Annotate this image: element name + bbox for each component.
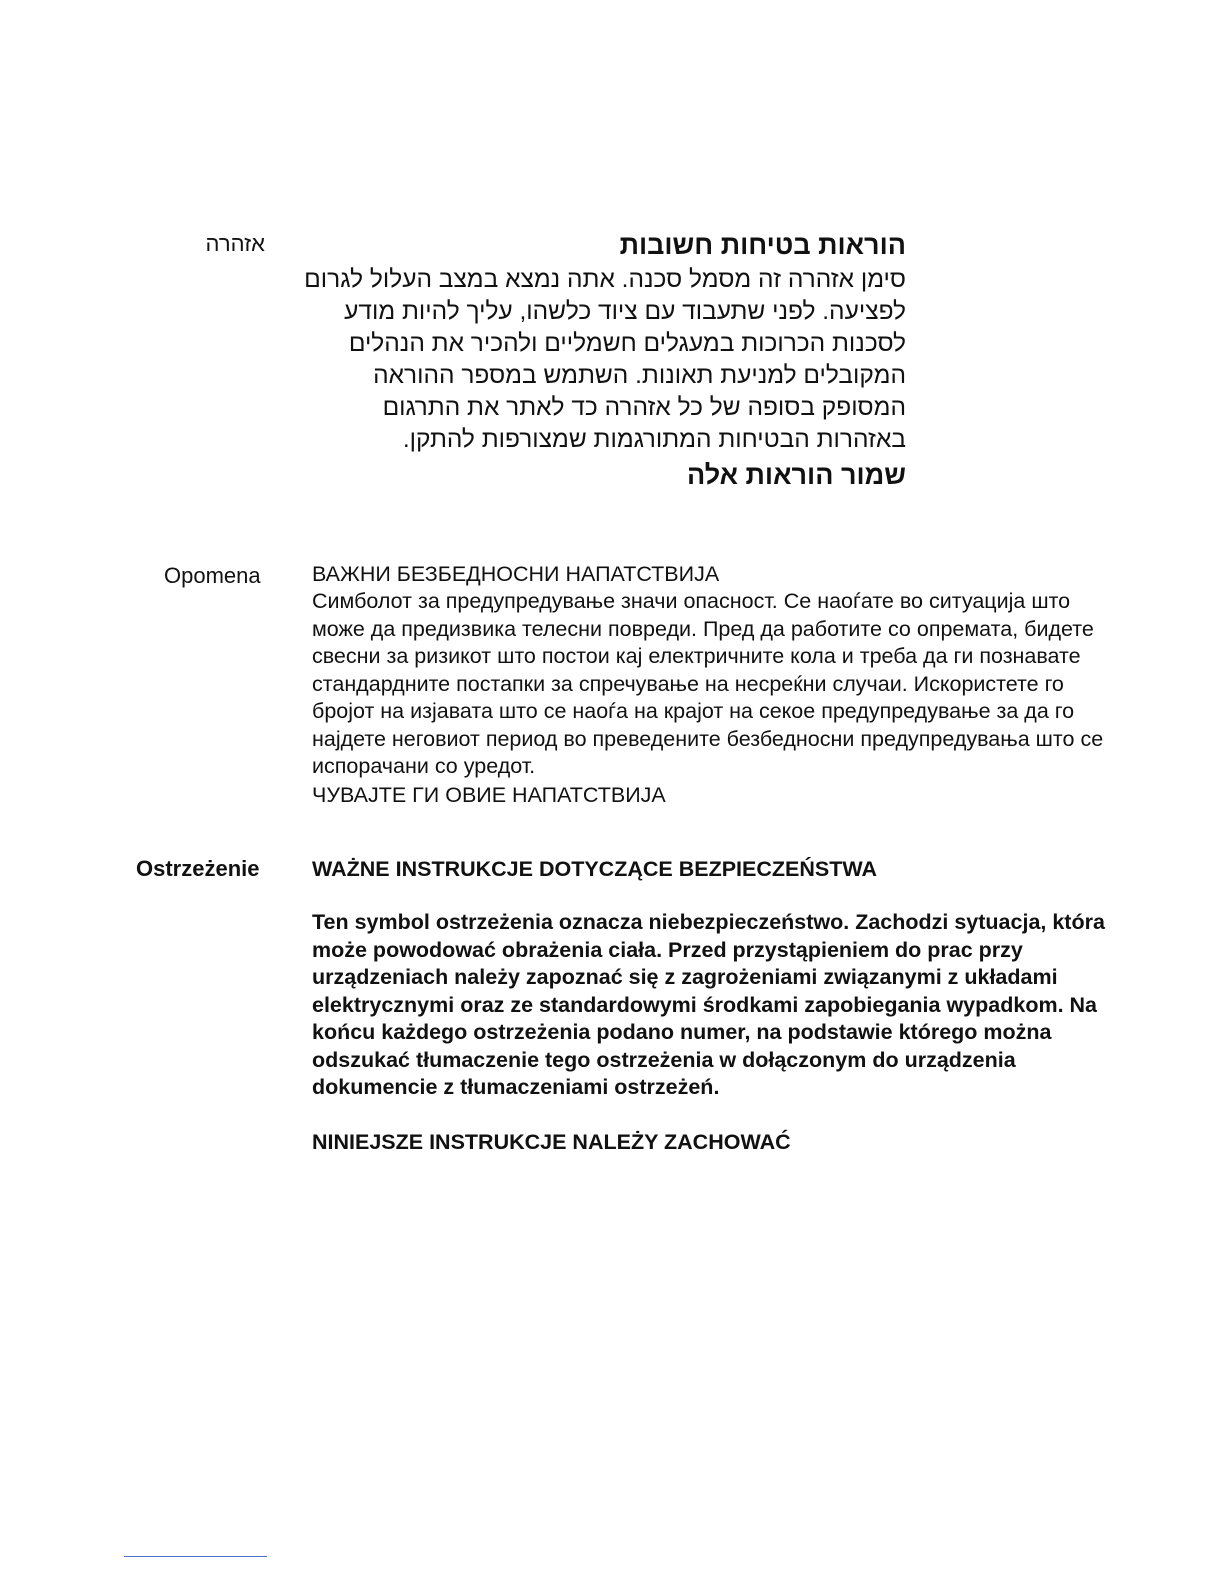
- warning-section-macedonian: [0, 560, 1224, 820]
- save-instructions-note: NINIEJSZE INSTRUKCJE NALEŻY ZACHOWAĆ: [312, 1129, 791, 1154]
- warning-section-polish: [0, 855, 1224, 1175]
- warning-heading: הוראות בטיחות חשובות: [619, 230, 906, 260]
- warning-body-block: [312, 855, 1112, 1156]
- warning-text: סימן אזהרה זה מסמל סכנה. אתה נמצא במצב העלול לגרום לפציעה. לפני שתעבוד עם ציוד כלשהו, עליך להיות מודע לסכנות הכרוכות במעגלים חשמליים ולהכיר את הנהלים המקובלים למניעת תאונות. השתמש במספר ההוראה המסופק בסופה של כל אזהרה כד לאתר את התרגום באזהרות הבטיחות המתורגמות שמצורפות להתקן.: [304, 266, 906, 453]
- save-instructions-note: ЧУВАЈТЕ ГИ ОВИЕ НАПАТСТВИЈА: [312, 782, 666, 807]
- warning-heading: WAŻNE INSTRUKCJE DOTYCZĄCE BEZPIECZEŃSTWA: [312, 857, 877, 881]
- warning-heading: ВАЖНИ БЕЗБЕДНОСНИ НАПАТСТВИЈА: [312, 562, 720, 586]
- warning-label: Ostrzeżenie: [136, 856, 260, 881]
- warning-body-block: [312, 560, 1112, 809]
- warning-text: Симболот за предупредување значи опасност. Се наоѓате во ситуација што може да предизвика телесни повреди. Пред да работите со опремата, бидете свесни за ризикот што постои кај електричните кола и треба да ги познавате стандардните постапки за спречување на несреќни случаи. Искористете го бројот на изјавата што се наоѓа на крајот на секое предупредување за да го најдете неговиот период во преведените безбедносни предупредувања што се испорачани со уредот.: [312, 589, 1104, 778]
- save-instructions-note: שמור הוראות אלה: [687, 460, 906, 490]
- warning-label: אזהרה: [205, 231, 265, 256]
- warning-section-hebrew: [0, 228, 1224, 528]
- warning-body-block: [300, 228, 906, 492]
- warning-text: Ten symbol ostrzeżenia oznacza niebezpieczeństwo. Zachodzi sytuacja, która może powodować obrażenia ciała. Przed przystąpieniem do prac przy urządzeniach należy zapoznać się z zagrożeniami związanymi z układami elektrycznymi oraz ze standardowymi środkami zapobiegania wypadkom. Na końcu każdego ostrzeżenia podano numer, na podstawie którego można odszukać tłumaczenie tego ostrzeżenia w dołączonym do urządzenia dokumencie z tłumaczeniami ostrzeżeń.: [312, 910, 1105, 1099]
- warning-label: Opomena: [164, 563, 261, 588]
- footnote-divider: [124, 1556, 267, 1557]
